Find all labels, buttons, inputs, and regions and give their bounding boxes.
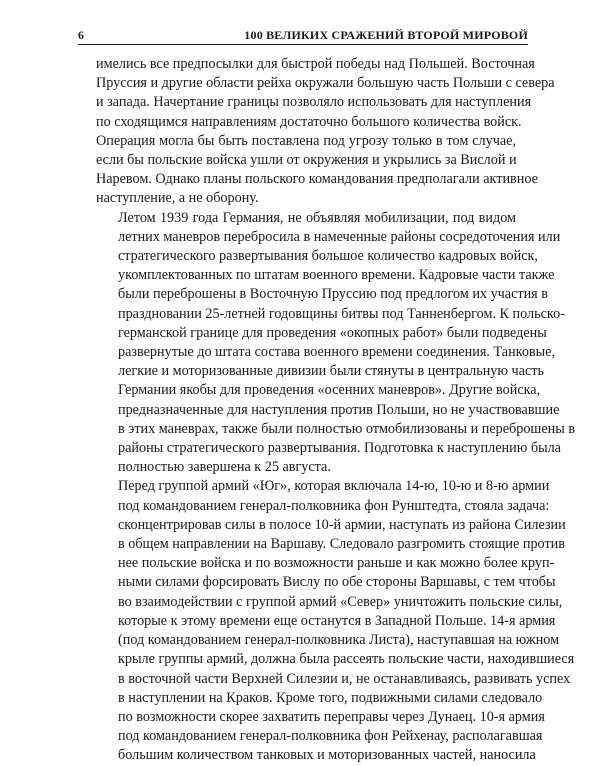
text-line: германской границе для проведения «окопных работ» были подведены — [118, 324, 547, 341]
page-number: 6 — [78, 28, 84, 42]
text-line: ными силами форсировать Вислу по обе стороны Варшавы, с тем чтобы — [118, 574, 556, 591]
running-head — [78, 28, 528, 45]
text-line: развернутые до штата состава военного времени соединения. Танковые, — [118, 344, 556, 361]
text-line: укомплектованных по штатам военного времени. Кадровые части также — [118, 267, 555, 284]
text-line: сконцентрировав силы в полосе 10-й армии, наступать из района Силезии — [118, 516, 566, 533]
text-line: имелись все предпосылки для быстрой победы над Польшей. Восточная — [96, 56, 535, 72]
text-line: под командованием генерал-полковника фон Рунштедта, стояла задача: — [118, 497, 550, 514]
text-line: Операция могла бы быть поставлена под угрозу только в том случае, — [96, 132, 516, 149]
text-line: в восточной части Верхней Силезии и, не останавливаясь, развивать успех — [118, 670, 571, 687]
text-line: по возможности скорее захватить переправы через Дунаец. 10-я армия — [118, 708, 545, 725]
text-line: Перед группой армий «Юг», которая включала 14-ю, 10-ю и 8-ю армии — [118, 478, 550, 495]
text-line: Летом 1939 года Германия, не объявляя мобилизации, под видом — [118, 209, 516, 226]
text-line: которые к этому времени еще останутся в Западной Польше. 14-я армия — [118, 612, 556, 629]
text-line: Наревом. Однако планы польского командования предполагали активное — [96, 171, 538, 188]
body-text — [96, 55, 576, 766]
text-line: (под командованием генерал-полковника Листа), наступавшая на южном — [118, 632, 560, 649]
text-line: в общем направлении на Варшаву. Следовало разгромить стоящие против — [118, 536, 565, 553]
text-line: наступление, а не оборону. — [96, 190, 259, 207]
text-line: нее польские войска и по возможности раньше и как можно более круп- — [118, 555, 555, 572]
text-line: Пруссия и другие области рейха окружали большую часть Польши с севера — [96, 75, 555, 92]
text-line: полностью завершена к 25 августа. — [118, 459, 331, 476]
text-line: предназначенные для наступления против Польши, но не участвовавшие — [118, 401, 560, 418]
text-line: в этих маневрах, также были полностью отмобилизованы и переброшены в — [118, 420, 576, 437]
paragraph — [96, 55, 555, 209]
text-line: под командованием генерал-полковника фон Рейхенау, располагавшая — [118, 728, 543, 745]
paragraph — [96, 209, 576, 478]
text-line: во взаимодействии с группой армий «Север» уничтожить польские силы, — [118, 593, 563, 610]
text-line: по сходящимся направлениям достаточно большого количества войск. — [96, 113, 522, 130]
text-line: были переброшены в Восточную Пруссию под предлогом их участия в — [118, 286, 548, 303]
text-line: легкие и моторизованные дивизии были стянуты в центральную часть — [118, 363, 544, 380]
paragraph — [96, 477, 575, 765]
text-line: и запада. Начертание границы позволяло использовать для наступления — [96, 94, 532, 111]
text-line: крыле группы армий, должна была рассеять польские части, находившиеся — [118, 651, 575, 668]
text-line: стратегического развертывания большое количество кадровых войск, — [118, 248, 538, 265]
text-line: в наступлении на Краков. Кроме того, подвижными силами следовало — [118, 689, 543, 706]
text-line: районы стратегического развертывания. Подготовка к наступлению была — [118, 440, 561, 457]
text-line: летних маневров перебросила в намеченные районы сосредоточения или — [118, 228, 561, 245]
text-line: Германии якобы для проведения «осенних маневров». Другие войска, — [118, 382, 541, 399]
text-line: если бы польские войска ушли от окружения и укрылись за Вислой и — [96, 152, 517, 169]
text-line: большим количеством танковых и моторизованных частей, наносила — [118, 747, 536, 764]
book-title: 100 ВЕЛИКИХ СРАЖЕНИЙ ВТОРОЙ МИРОВОЙ — [244, 28, 528, 42]
text-line: праздновании 25-летней годовщины битвы под Танненбергом. К польско- — [118, 305, 565, 322]
